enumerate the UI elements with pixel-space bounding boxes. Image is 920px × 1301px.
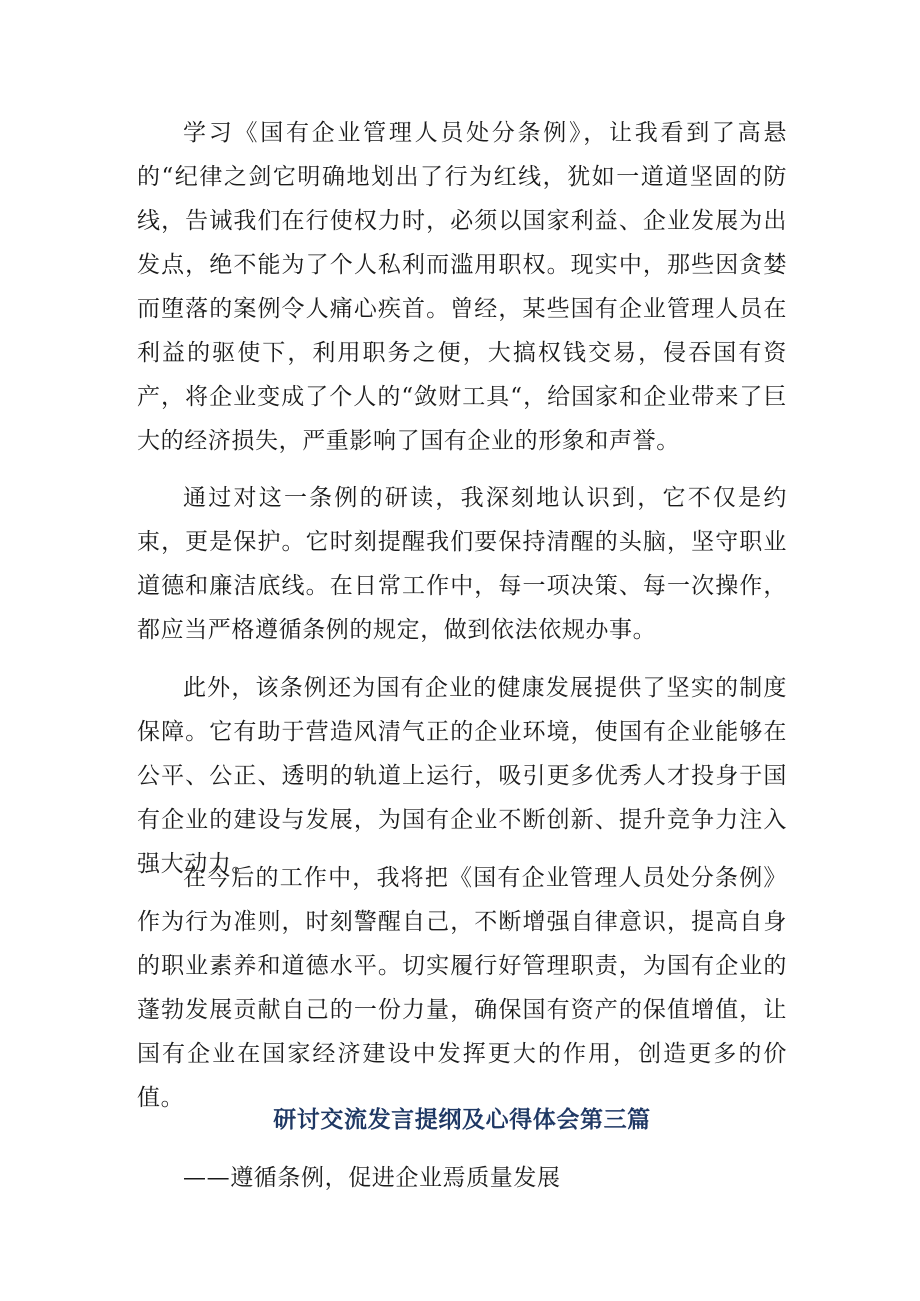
paragraph-4: 在今后的工作中，我将把《国有企业管理人员处分条例》作为行为准则，时刻警醒自己，不断增强自律意识，提高自身的职业素养和道德水平。切实履行好管理职责，为国有企业的蓬勃发展贡献自己的一份力量，确保国有资产的保值增值，让国有企业在国家经济建设中发挥更大的作用，创造更多的价值。 xyxy=(137,865,787,1111)
section-subtitle: ——遵循条例，促进企业焉质量发展 xyxy=(183,1165,561,1191)
paragraph-3: 此外，该条例还为国有企业的健康发展提供了坚实的制度保障。它有助于营造风清气正的企业环境，使国有企业能够在公平、公正、透明的轨道上运行，吸引更多优秀人才投身于国有企业的建设与发展，为国有企业不断创新、提升竞争力注入强大动力。 xyxy=(137,675,787,877)
paragraph-1: 学习《国有企业管理人员处分条例》，让我看到了高悬的“纪律之剑它明确地划出了行为红线，犹如一道道坚固的防线，告诫我们在行使权力时，必须以国家利益、企业发展为出发点，绝不能为了个人私利而滥用职权。现实中，那些因贪婪而堕落的案例令人痛心疾首。曾经，某些国有企业管理人员在利益的驱使下，利用职务之便，大搞权钱交易，侵吞国有资产，将企业变成了个人的“敛财工具“，给国家和企业带来了巨大的经济损失，严重影响了国有企业的形象和声誉。 xyxy=(137,120,787,454)
paragraph-2: 通过对这一条例的研读，我深刻地认识到，它不仅是约束，更是保护。它时刻提醒我们要保持清醒的头脑，坚守职业道德和廉洁底线。在日常工作中，每一项决策、每一次操作，都应当严格遵循条例的规定，做到依法依规办事。 xyxy=(137,485,787,643)
section-title: 研讨交流发言提纲及心得体会第三篇 xyxy=(273,1106,651,1133)
